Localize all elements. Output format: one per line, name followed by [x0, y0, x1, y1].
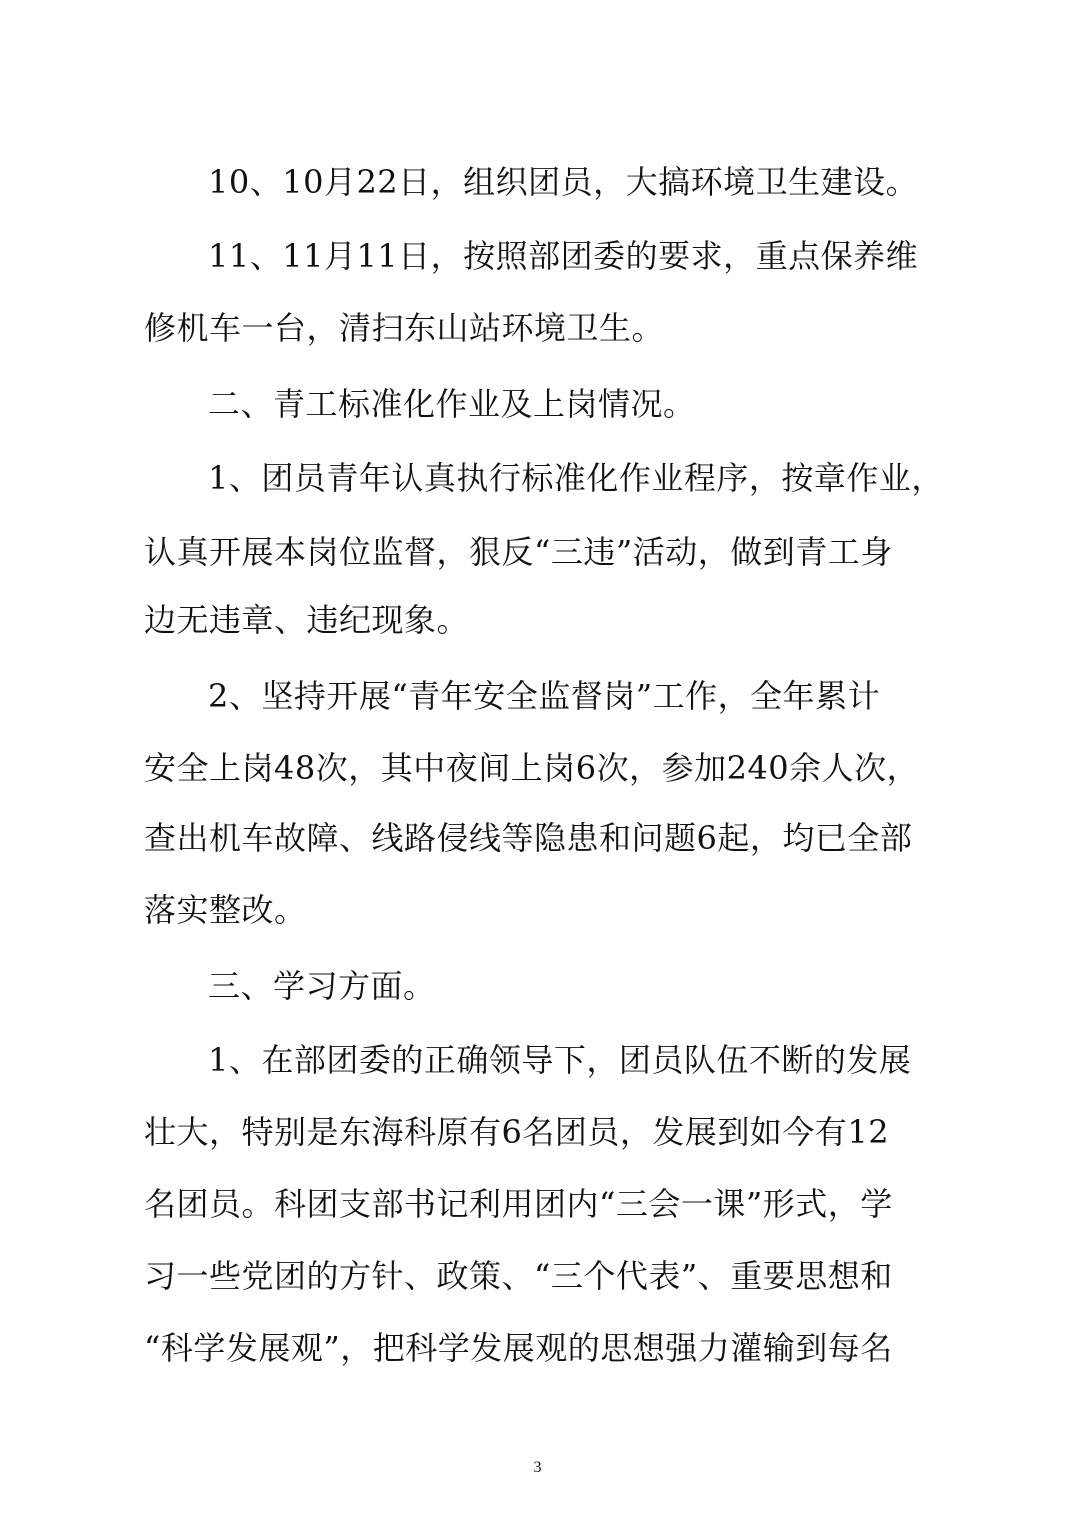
text-line: 1、团员青年认真执行标准化作业程序，按章作业，	[208, 459, 944, 497]
text-line: 安全上岗48次，其中夜间上岗6次，参加240余人次，	[144, 749, 920, 787]
text-line: 认真开展本岗位监督，狠反“三违”活动，做到青工身	[144, 533, 893, 571]
text-line: 2、坚持开展“青年安全监督岗”工作，全年累计	[208, 677, 881, 715]
text-line: 习一些党团的方针、政策、“三个代表”、重要思想和	[144, 1257, 893, 1295]
text-line: 二、青工标准化作业及上岗情况。	[208, 385, 696, 423]
text-line: 名团员。科团支部书记利用团内“三会一课”形式，学	[144, 1185, 893, 1223]
page-number: 3	[533, 1459, 542, 1476]
text-line: 壮大，特别是东海科原有6名团员，发展到如今有12	[144, 1113, 890, 1151]
text-line: 10、10月22日，组织团员，大搞环境卫生建设。	[208, 163, 919, 201]
text-line: 11、11月11日，按照部团委的要求，重点保养维	[208, 237, 919, 275]
text-line: 边无违章、违纪现象。	[144, 601, 470, 639]
text-line: 查出机车故障、线路侵线等隐患和问题6起，均已全部	[144, 819, 913, 857]
text-line: 落实整改。	[144, 891, 307, 929]
text-line: 1、在部团委的正确领导下，团员队伍不断的发展	[208, 1041, 912, 1079]
text-line: 修机车一台，清扫东山站环境卫生。	[144, 309, 665, 347]
text-line: “科学发展观”，把科学发展观的思想强力灌输到每名	[144, 1329, 893, 1367]
text-line: 三、学习方面。	[208, 967, 436, 1005]
